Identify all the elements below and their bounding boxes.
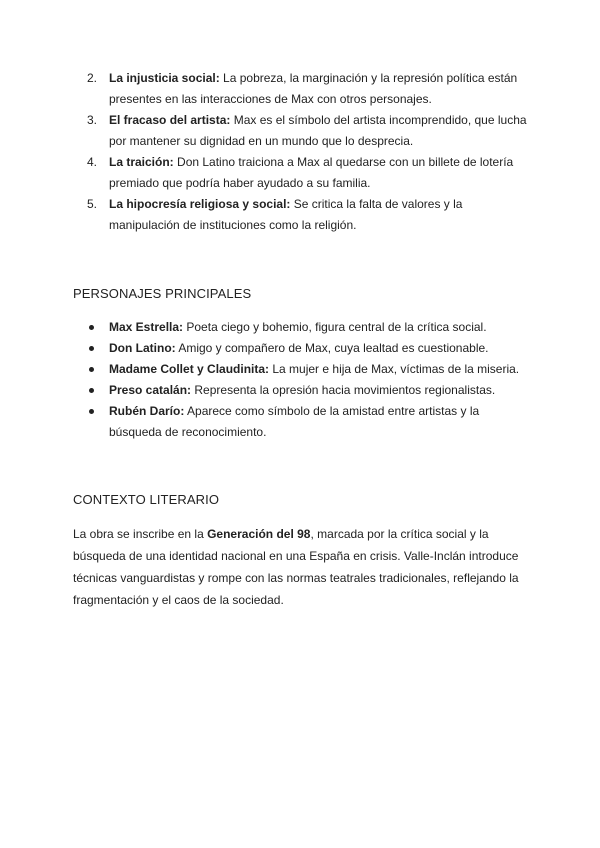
list-item (73, 152, 533, 194)
list-item (73, 110, 533, 152)
list-item (73, 317, 533, 338)
list-item-text: La pobreza, la marginación y la represión política están presentes en las interacciones de Max con otros personajes. (109, 71, 518, 106)
list-item-term: Max Estrella: (109, 320, 184, 334)
list-item (73, 380, 533, 401)
list-item-text: Aparece como símbolo de la amistad entre artistas y la búsqueda de reconocimiento. (109, 404, 480, 439)
list-item-term: Madame Collet y Claudinita: (109, 362, 270, 376)
list-item-text: Se critica la falta de valores y la manipulación de instituciones como la religión. (109, 197, 463, 232)
list-item-text: Poeta ciego y bohemio, figura central de la crítica social. (183, 320, 487, 334)
contexto-paragraph (73, 523, 529, 611)
contexto-heading: CONTEXTO LITERARIO (73, 492, 220, 507)
personajes-bullet-list (73, 317, 533, 443)
list-item (73, 359, 533, 380)
list-item-term: El fracaso del artista: (109, 113, 231, 127)
list-item-text: Max es el símbolo del artista incomprendido, que lucha por mantener su dignidad en un mundo que lo desprecia. (109, 113, 527, 148)
bullet-icon (89, 367, 94, 372)
list-number: 4. (87, 155, 98, 169)
list-item (73, 338, 533, 359)
list-number: 3. (87, 113, 98, 127)
list-item-text: Don Latino traiciona a Max al quedarse con un billete de lotería premiado que podría haber ayudado a su familia. (109, 155, 514, 190)
list-number: 5. (87, 197, 98, 211)
list-item-text: Amigo y compañero de Max, cuya lealtad es cuestionable. (175, 341, 489, 355)
list-item-term: Preso catalán: (109, 383, 192, 397)
paragraph-bold-term: Generación del 98 (207, 527, 311, 541)
list-item-term: La hipocresía religiosa y social: (109, 197, 291, 211)
list-item-term: Rubén Darío: (109, 404, 185, 418)
personajes-heading: PERSONAJES PRINCIPALES (73, 286, 252, 301)
bullet-icon (89, 409, 94, 414)
bullet-icon (89, 346, 94, 351)
bullet-icon (89, 388, 94, 393)
paragraph-text: La obra se inscribe en la (73, 527, 208, 541)
list-item-text: La mujer e hija de Max, víctimas de la miseria. (269, 362, 520, 376)
list-item-term: Don Latino: (109, 341, 176, 355)
list-number: 2. (87, 71, 98, 85)
themes-numbered-list (73, 68, 533, 236)
paragraph-text: , marcada por la crítica social y la búsqueda de una identidad nacional en una España en crisis. Valle-Inclán introduce técnicas vanguardistas y rompe con las normas teatrales tradicionales, reflejando la fragmentación y el caos de la sociedad. (73, 527, 519, 607)
list-item-term: La injusticia social: (109, 71, 220, 85)
list-item (73, 401, 533, 443)
list-item-text: Representa la opresión hacia movimientos regionalistas. (191, 383, 496, 397)
list-item (73, 194, 533, 236)
bullet-icon (89, 325, 94, 330)
list-item-term: La traición: (109, 155, 174, 169)
list-item (73, 68, 533, 110)
